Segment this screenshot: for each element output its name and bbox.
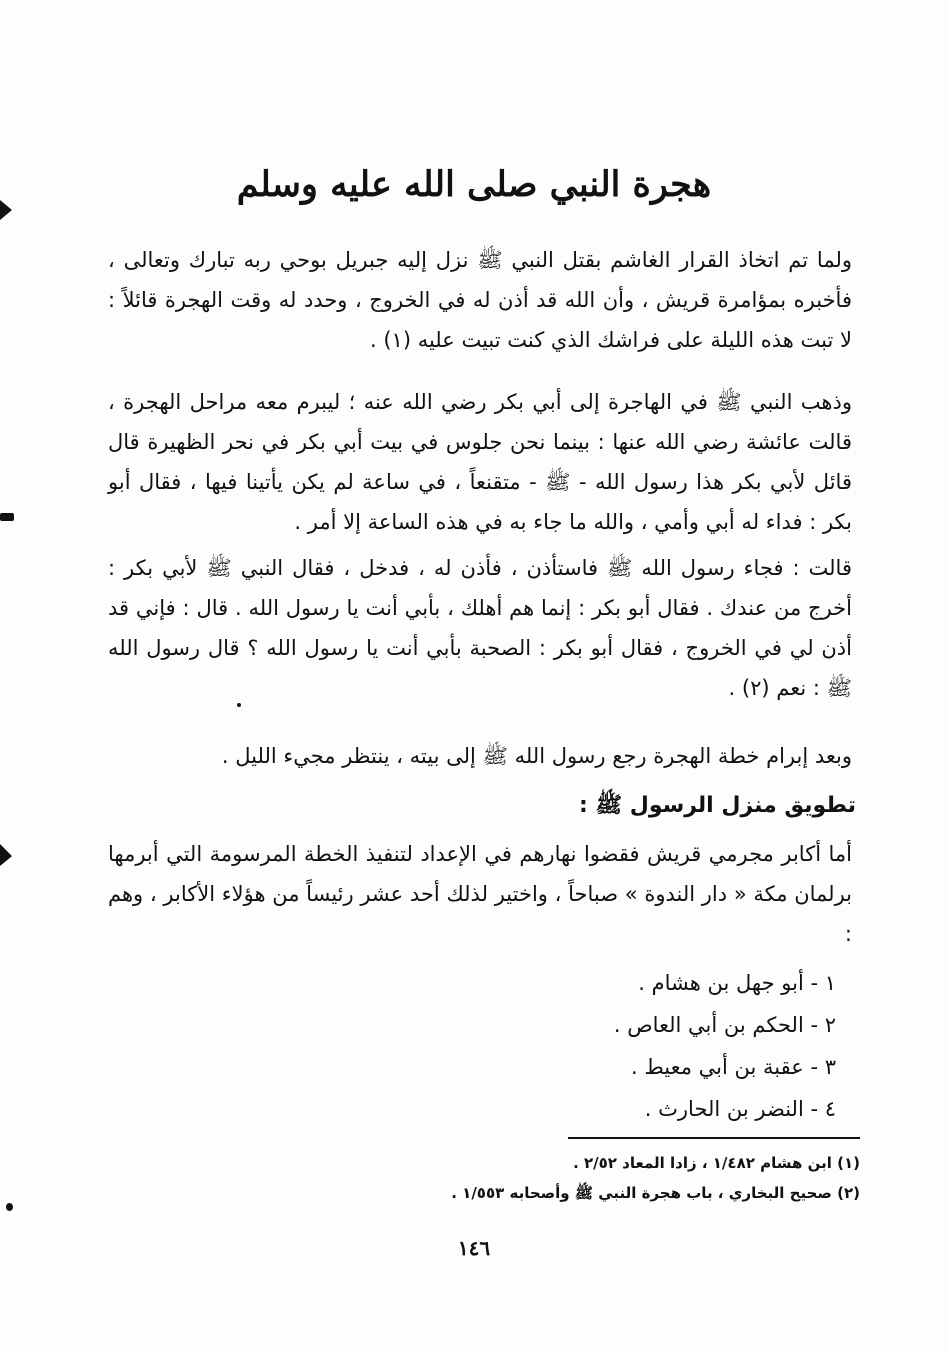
footnote-divider [568,1137,860,1139]
list-item: ١ - أبو جهل بن هشام . [638,971,836,995]
conspirators-list [436,962,836,1130]
section-paragraph: أما أكابر مجرمي قريش فقضوا نهارهم في الإعداد لتنفيذ الخطة المرسومة التي أبرمها برلمان مكة « دار الندوة » صباحاً ، واختير لذلك أحد عشر رئيساً من هؤلاء الأكابر ، وهم : [108,842,852,946]
page-title: هجرة النبي صلى الله عليه وسلم [236,164,712,206]
list-item: ٢ - الحكم بن أبي العاص . [613,1013,836,1037]
paragraph-1: ولما تم اتخاذ القرار الغاشم بقتل النبي ﷺ نزل إليه جبريل بوحي ربه تبارك وتعالى ، فأخبره بمؤامرة قريش ، وأن الله قد أذن له في الخروج ، وحدد له وقت الهجرة قائلاً : لا تبت هذه الليلة على فراشك الذي كنت تبيت عليه (١) . [108,248,852,352]
section-heading: تطويق منزل الرسول ﷺ : [579,793,856,818]
scan-margin-mark [6,1203,13,1211]
scan-margin-mark [0,200,12,220]
scan-margin-mark [0,844,12,866]
paragraph-2: وذهب النبي ﷺ في الهاجرة إلى أبي بكر رضي الله عنه ؛ ليبرم معه مراحل الهجرة ، قالت عائشة رضي الله عنها : بينما نحن جلوس في بيت أبي بكر في نحر الظهيرة قال قائل لأبي بكر هذا رسول الله - ﷺ - متقنعاً ، في ساعة لم يكن يأتينا فيها ، فقال أبو بكر : فداء له أبي وأمي ، والله ما جاء به في هذه الساعة إلا أمر . [108,390,852,534]
paragraph-4: وبعد إبرام خطة الهجرة رجع رسول الله ﷺ إلى بيته ، ينتظر مجيء الليل . [221,744,852,768]
footnote-1: (١) ابن هشام ١/٤٨٢ ، زادا المعاد ٢/٥٢ . [573,1154,860,1172]
footnote-2: (٢) صحيح البخاري ، باب هجرة النبي ﷺ وأصحابه ١/٥٥٣ . [451,1184,860,1202]
paragraph-3: قالت : فجاء رسول الله ﷺ فاستأذن ، فأذن له ، فدخل ، فقال النبي ﷺ لأبي بكر : أخرج من عندك . فقال أبو بكر : إنما هم أهلك ، بأبي أنت يا رسول الله . قال : فإني قد أذن لي في الخروج ، فقال أبو بكر : الصحبة بأبي أنت يا رسول الله ؟ قال رسول الله ﷺ : نعم (٢) . [108,556,852,700]
scan-speck [237,703,241,707]
list-item: ٤ - النضر بن الحارث . [644,1097,836,1121]
list-item: ٣ - عقبة بن أبي معيط . [631,1055,836,1079]
page-number: ١٤٦ [457,1236,491,1260]
scan-margin-mark [0,513,14,521]
footnotes [160,1148,860,1208]
